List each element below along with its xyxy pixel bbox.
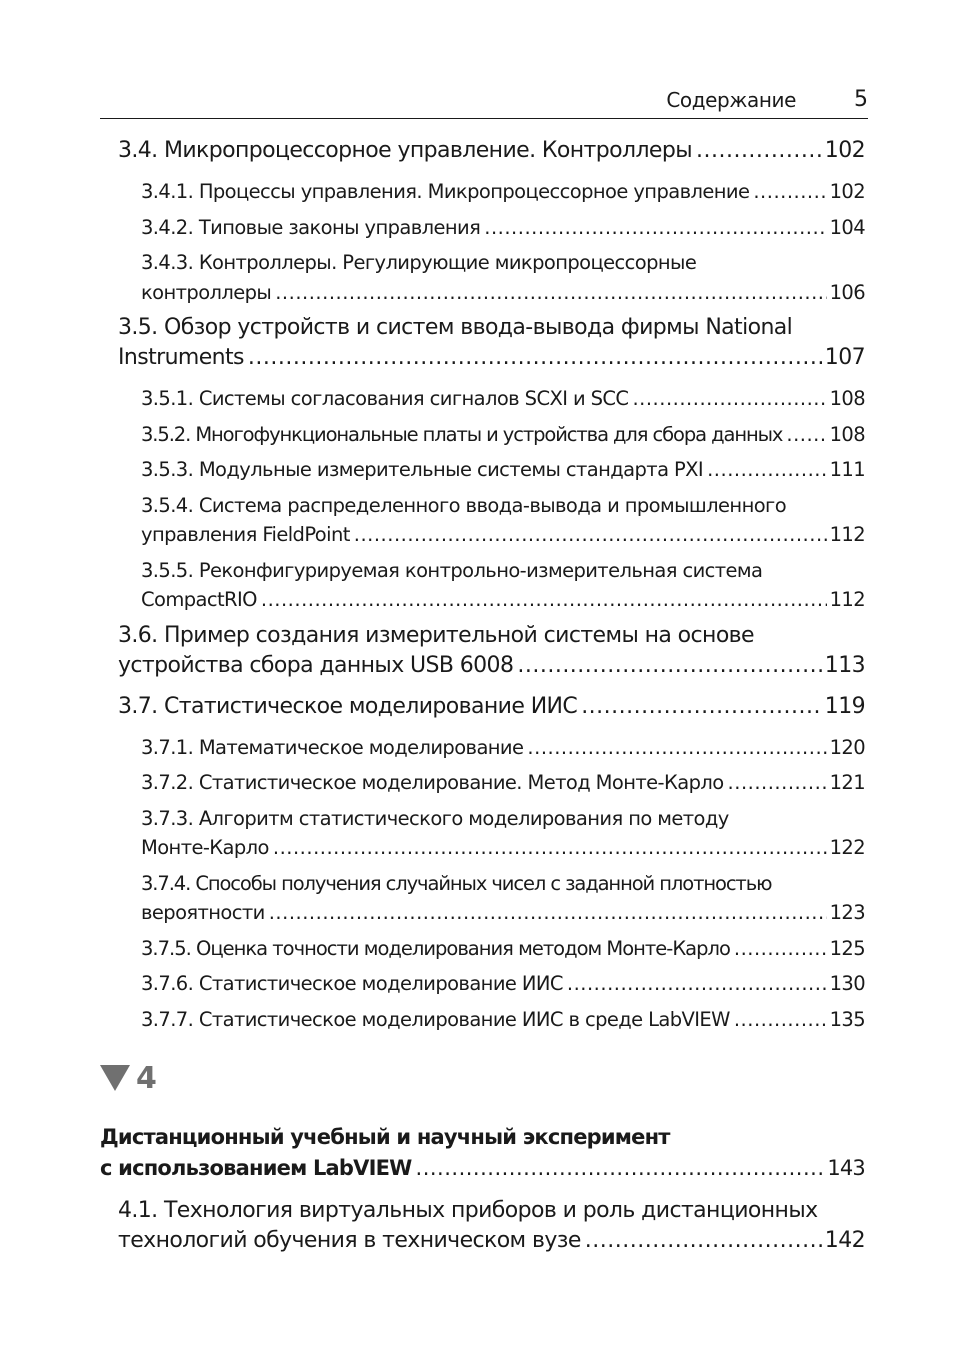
toc-page-number: 106 — [829, 280, 865, 304]
toc-entry-title: Монте-Карло — [141, 836, 269, 859]
toc-page-number: 102 — [824, 138, 865, 163]
dot-leader — [269, 898, 827, 928]
toc-page-number: 130 — [829, 972, 865, 995]
toc-entry-title: технологий обучения в техническом вузе — [118, 1228, 581, 1253]
dot-leader — [567, 969, 827, 999]
toc-entry-title: 3.7. Статистическое моделирование ИИС — [118, 693, 578, 719]
toc-entry-title-line: 3.5.5. Реконфигурируемая контрольно-измерительная система — [141, 558, 763, 582]
toc-page-number: 135 — [829, 1007, 865, 1031]
toc-page-number: 111 — [829, 458, 865, 481]
dot-leader — [273, 833, 827, 863]
toc-entry-title: 3.4.1. Процессы управления. Микропроцессорное управление — [141, 180, 750, 203]
dot-leader — [786, 420, 826, 450]
toc-entry-3-4-2[interactable] — [141, 213, 865, 243]
triangle-down-icon — [100, 1065, 130, 1091]
toc-entry-3-7-3[interactable] — [141, 804, 865, 863]
toc-entry-title: управления FieldPoint — [141, 523, 350, 546]
toc-entry-3-5-5[interactable] — [141, 556, 865, 615]
toc-entry-title: 3.7.6. Статистическое моделирование ИИС — [141, 972, 563, 995]
dot-leader — [261, 585, 827, 615]
dot-leader — [707, 455, 826, 485]
toc-entry-4-1[interactable] — [118, 1196, 865, 1256]
page-number: 5 — [854, 87, 868, 112]
toc-entry-title: 3.7.5. Оценка точности моделирования методом Монте-Карло — [141, 936, 730, 960]
toc-page-number: 125 — [829, 936, 865, 960]
toc-page-number: 113 — [824, 652, 865, 678]
toc-page-number: 112 — [829, 588, 865, 611]
dot-leader — [581, 692, 822, 722]
running-title: Содержание — [666, 88, 796, 112]
dot-leader — [734, 1005, 827, 1035]
toc-entry-title-line: 3.7.4. Способы получения случайных чисел с заданной плотностью — [141, 871, 772, 895]
dot-leader — [527, 733, 826, 763]
dot-leader — [484, 213, 826, 243]
toc-entry-title: 3.5.2. Многофункциональные платы и устройства для сбора данных — [141, 422, 783, 446]
dot-leader — [416, 1153, 825, 1184]
toc-page-number: 119 — [824, 693, 865, 719]
toc-entry-title: 3.4.2. Типовые законы управления — [141, 215, 481, 239]
toc-page-number: 123 — [829, 901, 865, 924]
toc-entry-3-7-2[interactable] — [141, 768, 865, 798]
toc-entry-chapter-4[interactable] — [100, 1122, 865, 1184]
toc-entry-title-line: 4.1. Технология виртуальных приборов и роль дистанционных — [118, 1198, 818, 1223]
toc-page-number: 108 — [829, 422, 865, 446]
toc-entry-title-line: 3.4.3. Контроллеры. Регулирующие микропроцессорные — [141, 251, 697, 274]
toc-entry-title: 3.4. Микропроцессорное управление. Контроллеры — [118, 138, 692, 163]
toc-entry-3-6[interactable] — [118, 621, 865, 681]
toc-entry-title-line: 3.5. Обзор устройств и систем ввода-вывода фирмы National — [118, 315, 793, 340]
dot-leader — [248, 343, 822, 373]
toc-page-number: 142 — [824, 1228, 865, 1253]
dot-leader — [275, 278, 826, 308]
toc-page-number: 107 — [824, 345, 865, 370]
dot-leader — [585, 1226, 822, 1256]
toc-entry-title: 3.7.2. Статистическое моделирование. Метод Монте-Карло — [141, 771, 724, 794]
toc-entry-3-4-1[interactable] — [141, 177, 865, 207]
toc-entry-3-5-4[interactable] — [141, 491, 865, 550]
toc-entry-title-line: 3.6. Пример создания измерительной системы на основе — [118, 622, 754, 648]
toc-entry-3-7-5[interactable] — [141, 934, 865, 964]
chapter-marker — [100, 1056, 865, 1100]
toc-entry-3-5-1[interactable] — [141, 384, 865, 414]
dot-leader — [753, 177, 826, 207]
dot-leader — [696, 136, 822, 166]
toc-entry-title-line: 3.5.4. Система распределенного ввода-вывода и промышленного — [141, 493, 787, 517]
toc-page-number: 104 — [829, 215, 865, 239]
toc-page-number: 120 — [829, 735, 865, 759]
toc-page-number: 102 — [829, 180, 865, 203]
toc-entry-title: 3.7.1. Математическое моделирование — [141, 735, 524, 759]
toc-entry-3-7-4[interactable] — [141, 869, 865, 928]
toc-entry-title: устройства сбора данных USB 6008 — [118, 652, 514, 678]
toc-entry-3-5[interactable] — [118, 313, 865, 373]
toc-entry-3-7-7[interactable] — [141, 1005, 865, 1035]
dot-leader — [354, 520, 827, 550]
toc-page-number: 121 — [829, 771, 865, 794]
toc-page-number: 112 — [829, 523, 865, 546]
toc-entry-3-4-3[interactable] — [141, 248, 865, 307]
dot-leader — [728, 768, 827, 798]
toc-entry-title: 3.5.3. Модульные измерительные системы стандарта PXI — [141, 458, 704, 481]
toc-page-number: 122 — [829, 836, 865, 859]
dot-leader — [734, 934, 827, 964]
dot-leader — [632, 384, 826, 414]
toc-entry-title: с использованием LabVIEW — [100, 1156, 412, 1180]
toc-entry-3-7-6[interactable] — [141, 969, 865, 999]
toc-entry-title: контроллеры — [141, 280, 272, 304]
toc-entry-3-7[interactable] — [118, 692, 865, 722]
page-header — [100, 84, 868, 119]
toc-page-number: 143 — [827, 1156, 865, 1180]
table-of-contents — [100, 136, 865, 1267]
toc-entry-3-4[interactable] — [118, 136, 865, 166]
toc-entry-title: 3.5.1. Системы согласования сигналов SCXI и SCC — [141, 387, 629, 410]
dot-leader — [517, 651, 821, 681]
toc-entry-3-5-3[interactable] — [141, 455, 865, 485]
toc-entry-3-7-1[interactable] — [141, 733, 865, 763]
toc-entry-title: 3.7.7. Статистическое моделирование ИИС в среде LabVIEW — [141, 1007, 730, 1031]
toc-entry-3-5-2[interactable] — [141, 420, 865, 450]
toc-entry-title: вероятности — [141, 901, 265, 924]
toc-entry-title-line: Дистанционный учебный и научный эксперимент — [100, 1125, 670, 1149]
toc-entry-title: CompactRIO — [141, 588, 257, 611]
toc-entry-title-line: 3.7.3. Алгоритм статистического моделирования по методу — [141, 806, 729, 830]
chapter-number: 4 — [136, 1060, 157, 1096]
toc-entry-title: Instruments — [118, 345, 244, 370]
toc-page-number: 108 — [829, 387, 865, 410]
